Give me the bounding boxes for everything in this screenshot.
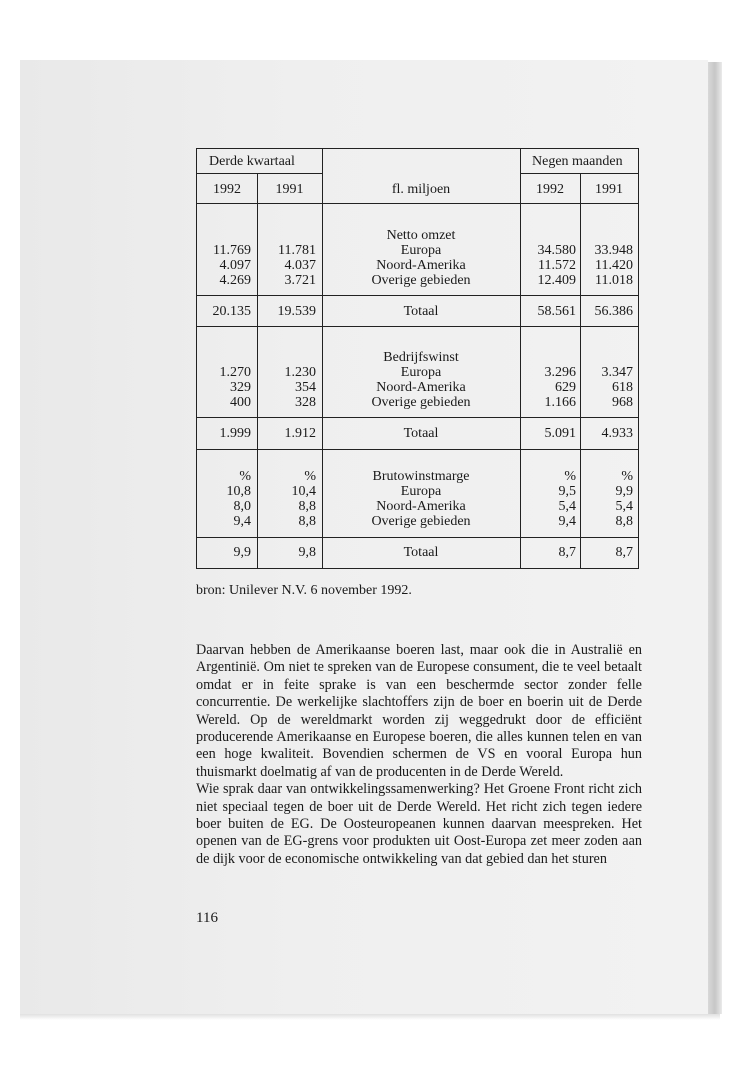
- table-cell: 11.781: [278, 243, 316, 258]
- table-cell: 33.948: [594, 243, 633, 258]
- total-cell: 9,9: [233, 545, 251, 560]
- total-cell: 9,8: [298, 545, 316, 560]
- table-cell: 3.347: [601, 365, 633, 380]
- table-cell: 1.166: [544, 395, 576, 410]
- total-cell: 19.539: [277, 304, 316, 319]
- total-cell: 56.386: [594, 304, 633, 319]
- table-cell: 9,4: [558, 514, 576, 529]
- row-label: Europa: [400, 484, 442, 499]
- table-cell: 5,4: [558, 499, 576, 514]
- total-cell: 1.912: [284, 426, 316, 441]
- header-unit: fl. miljoen: [391, 182, 451, 197]
- row-label: Overige gebieden: [371, 514, 471, 529]
- total-cell: 1.999: [219, 426, 251, 441]
- table-cell: 11.018: [595, 273, 633, 288]
- row-label: Europa: [400, 243, 442, 258]
- table-cell: 4.269: [219, 273, 251, 288]
- total-cell: 4.933: [601, 426, 633, 441]
- table-cell: 4.097: [219, 258, 251, 273]
- table-cell: 11.769: [213, 243, 251, 258]
- header-negen-maanden: Negen maanden: [532, 154, 623, 169]
- table-cell: 328: [295, 395, 316, 410]
- page-number: 116: [196, 910, 218, 926]
- table-cell: 9,5: [558, 484, 576, 499]
- table-cell: 5,4: [615, 499, 633, 514]
- table-hline: [197, 295, 638, 296]
- table-cell: 11.572: [538, 258, 576, 273]
- table-hline: [197, 417, 638, 418]
- header-derde-kwartaal: Derde kwartaal: [209, 154, 295, 169]
- table-cell: 1.270: [219, 365, 251, 380]
- table-cell: 329: [230, 380, 251, 395]
- financial-table: [196, 148, 639, 569]
- total-label: Totaal: [403, 304, 439, 319]
- table-cell: 968: [612, 395, 633, 410]
- table-cell: 10,8: [226, 484, 251, 499]
- header-year-m92: 1992: [536, 182, 564, 197]
- total-label: Totaal: [403, 426, 439, 441]
- row-label: Noord-Amerika: [376, 380, 466, 395]
- total-cell: 8,7: [615, 545, 633, 560]
- table-cell: 9,4: [233, 514, 251, 529]
- table-cell: 11.420: [595, 258, 633, 273]
- table-cell: 618: [612, 380, 633, 395]
- row-label: Overige gebieden: [371, 273, 471, 288]
- paragraph: Daarvan hebben de Amerikaanse boeren last, maar ook die in Australië en Argentinië. Om niet te spreken van de Europese consument, die te veel betaalt omdat er in feite sprake is van een beschermde sector zonder felle concurrentie. De werkelijke slachtoffers zijn de boer en boerin uit de Derde Wereld. Op de wereldmarkt worden zij weggedrukt door de efficiënt producerende Amerikaanse en Europese boeren, die alles kunnen telen en van een hoge kwaliteit. Bovendien schermen de VS en vooral Europa hun thuismarkt doelmatig af van de producenten in de Derde Wereld.: [196, 642, 642, 780]
- section-title: Bedrijfswinst: [383, 350, 459, 365]
- percent-symbol: %: [621, 469, 633, 484]
- row-label: Noord-Amerika: [376, 499, 466, 514]
- section-title: Brutowinstmarge: [372, 469, 470, 484]
- table-cell: 9,9: [615, 484, 633, 499]
- table-hline: [197, 173, 322, 174]
- total-cell: 5.091: [544, 426, 576, 441]
- table-hline: [197, 326, 638, 327]
- source-note: bron: Unilever N.V. 6 november 1992.: [196, 583, 412, 598]
- table-vline-3: [520, 149, 521, 568]
- percent-symbol: %: [564, 469, 576, 484]
- page-bottom-shadow: [20, 1014, 720, 1020]
- section-title: Netto omzet: [386, 228, 456, 243]
- body-text: [196, 642, 642, 868]
- table-cell: 3.296: [544, 365, 576, 380]
- table-cell: 8,8: [615, 514, 633, 529]
- table-hline: [197, 203, 638, 204]
- table-cell: 3.721: [284, 273, 316, 288]
- table-hline: [197, 537, 638, 538]
- table-cell: 10,4: [291, 484, 316, 499]
- table-cell: 4.037: [284, 258, 316, 273]
- header-year-q92: 1992: [213, 182, 241, 197]
- page-edge: [708, 62, 722, 1014]
- header-year-q91: 1991: [275, 182, 304, 197]
- table-cell: 8,0: [233, 499, 251, 514]
- total-cell: 58.561: [537, 304, 576, 319]
- total-cell: 8,7: [558, 545, 576, 560]
- table-cell: 34.580: [537, 243, 576, 258]
- paragraph: Wie sprak daar van ontwikkelingssamenwerking? Het Groene Front richt zich niet speciaal tegen de boer uit de Derde Wereld. Het richt zich tegen iedere boer buiten de EG. De Oosteuropeanen kunnen daarvan meespreken. Het openen van de EG-grens voor produkten uit Oost-Europa zet meer zoden aan de dijk voor de economische ontwikkeling van dat gebied dan het sturen: [196, 781, 642, 867]
- table-cell: 8,8: [298, 499, 316, 514]
- table-cell: 400: [230, 395, 251, 410]
- header-year-m91: 1991: [595, 182, 623, 197]
- table-hline: [197, 449, 638, 450]
- percent-symbol: %: [304, 469, 316, 484]
- row-label: Overige gebieden: [371, 395, 471, 410]
- total-label: Totaal: [403, 545, 439, 560]
- table-vline-4: [580, 173, 581, 568]
- table-cell: 354: [295, 380, 316, 395]
- table-cell: 629: [555, 380, 576, 395]
- total-cell: 20.135: [212, 304, 251, 319]
- table-cell: 12.409: [537, 273, 576, 288]
- percent-symbol: %: [239, 469, 251, 484]
- row-label: Europa: [400, 365, 442, 380]
- table-hline: [520, 173, 638, 174]
- table-cell: 8,8: [298, 514, 316, 529]
- row-label: Noord-Amerika: [376, 258, 466, 273]
- table-cell: 1.230: [284, 365, 316, 380]
